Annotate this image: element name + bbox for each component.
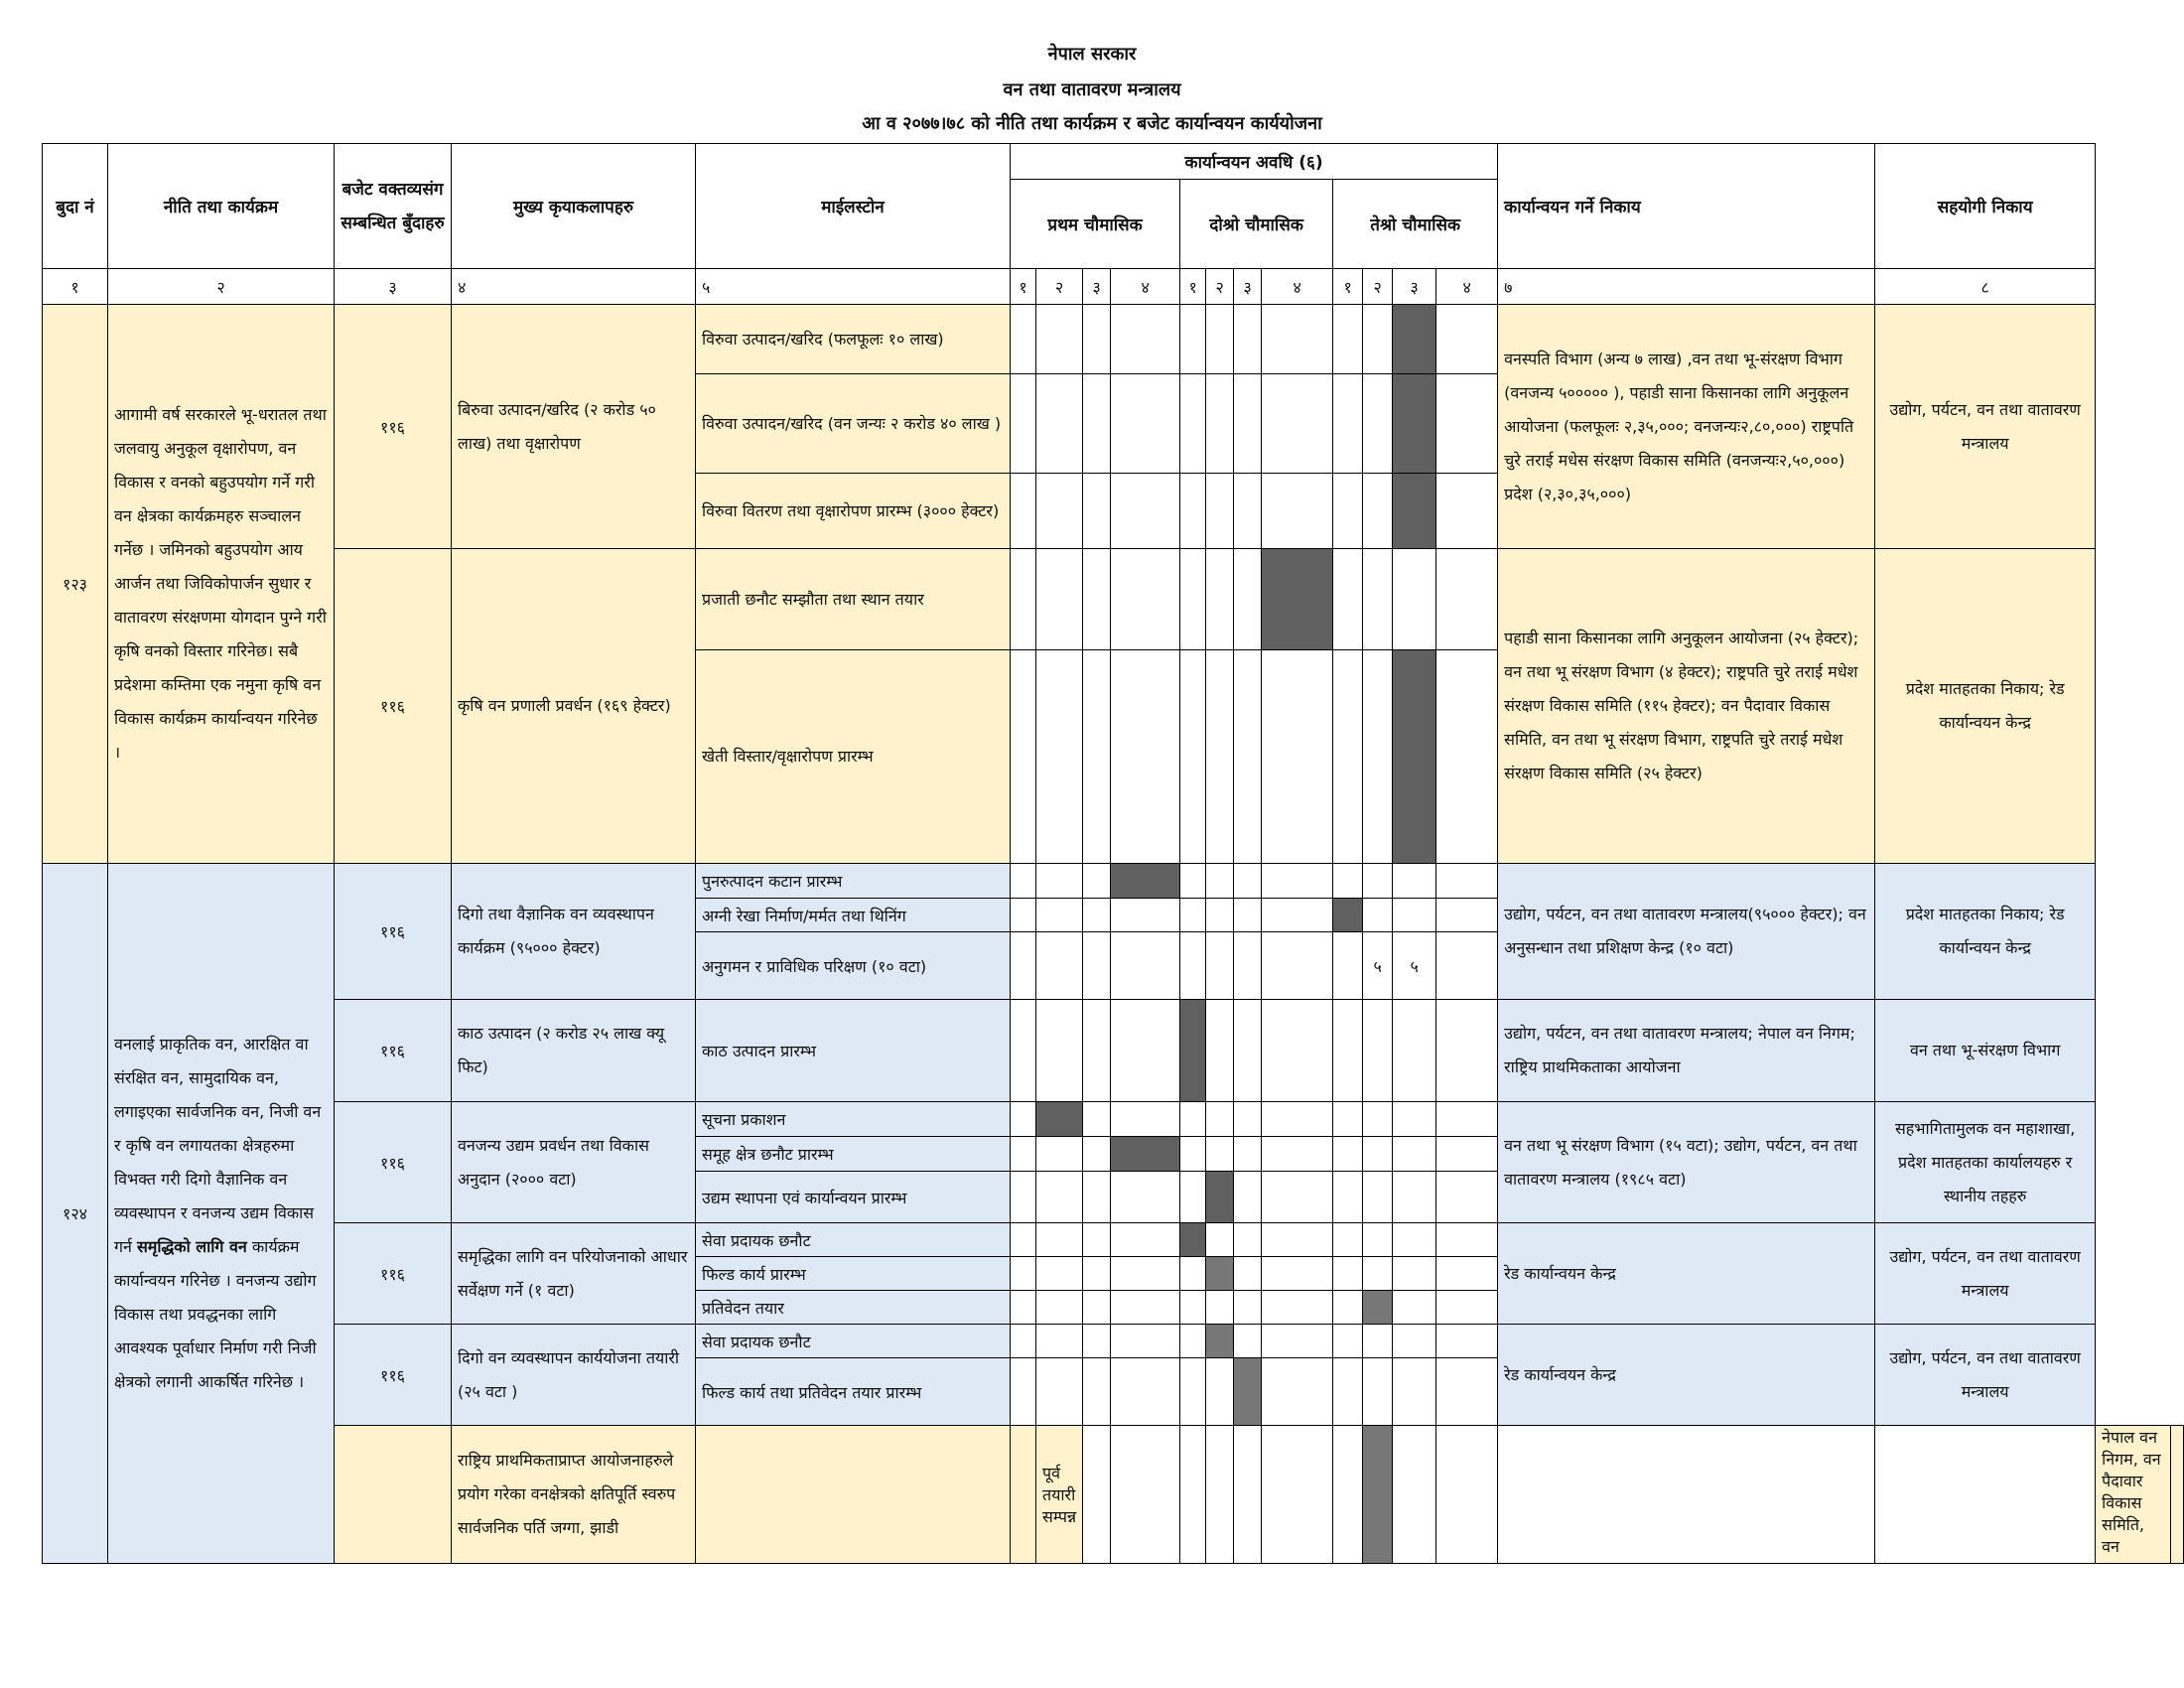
- budget-point: ११६: [335, 305, 452, 549]
- activity-text: दिगो वन व्यवस्थापन कार्ययोजना तयारी (२५ वटा ): [452, 1325, 696, 1426]
- col-header-supporting: सहयोगी निकाय: [1875, 144, 2096, 269]
- implementing-agency: उद्योग, पर्यटन, वन तथा वातावरण मन्त्रालय; नेपाल वन निगम; राष्ट्रिय प्राथमिकताका आयोजना: [1498, 1000, 1875, 1102]
- policy-text: राष्ट्रिय प्राथमिकताप्राप्त आयोजनाहरुले प्रयोग गरेका वनक्षेत्रको क्षतिपूर्ति स्वरुप सार्वजनिक पर्ति जग्गा, झाडी: [452, 1426, 696, 1564]
- budha-number: १२४: [43, 864, 108, 1564]
- budha-number: १२३: [43, 305, 108, 864]
- milestone-text: फिल्ड कार्य तथा प्रतिवेदन तयार प्रारम्भ: [696, 1358, 1011, 1426]
- milestone-text: सूचना प्रकाशन: [696, 1102, 1011, 1137]
- implementing-agency: उद्योग, पर्यटन, वन तथा वातावरण मन्त्रालय(९५००० हेक्टर); वन अनुसन्धान तथा प्रशिक्षण केन्द्र (१० वटा): [1498, 864, 1875, 1000]
- milestone-text: अग्नी रेखा निर्माण/मर्मत तथा थिनिंग: [696, 899, 1011, 932]
- schedule-filled-cell: [1180, 1223, 1206, 1257]
- milestone-text: विरुवा उत्पादन/खरिद (वन जन्यः २ करोड ४० लाख ): [696, 374, 1011, 474]
- col-number: ३: [1083, 269, 1111, 305]
- schedule-filled-cell: [1393, 305, 1436, 374]
- schedule-filled-cell: [1234, 1358, 1262, 1426]
- schedule-filled-cell: [1333, 899, 1363, 932]
- col-number: ५: [696, 269, 1011, 305]
- budget-point: ११६: [335, 549, 452, 864]
- supporting-agency: वन तथा भू-संरक्षण विभाग: [1875, 1000, 2096, 1102]
- col-header-policy: नीति तथा कार्यक्रम: [108, 144, 335, 269]
- col-number: ३: [1234, 269, 1262, 305]
- milestone-text: सेवा प्रदायक छनौट: [696, 1223, 1011, 1257]
- implementing-agency: रेड कार्यान्वयन केन्द्र: [1498, 1325, 1875, 1426]
- table-row: [43, 549, 2184, 650]
- col-number: ४: [1111, 269, 1180, 305]
- schedule-filled-cell: [1206, 1325, 1234, 1358]
- col-number: २: [1363, 269, 1393, 305]
- schedule-filled-cell: [1393, 374, 1436, 474]
- col-header-implementing: कार्यान्वयन गर्ने निकाय: [1498, 144, 1875, 269]
- milestone-text: प्रतिवेदन तयार: [696, 1291, 1011, 1325]
- milestone-text: समूह क्षेत्र छनौट प्रारम्भ: [696, 1137, 1011, 1172]
- supporting-agency: प्रदेश मातहतका निकाय; रेड कार्यान्वयन केन्द्र: [1875, 549, 2096, 864]
- col-number: १: [1180, 269, 1206, 305]
- schedule-filled-cell: [1393, 474, 1436, 549]
- budget-point: ११६: [335, 1000, 452, 1102]
- implementing-agency: रेड कार्यान्वयन केन्द्र: [1498, 1223, 1875, 1325]
- schedule-filled-cell: [1111, 1137, 1180, 1172]
- col-number: १: [43, 269, 108, 305]
- col-header-q3: तेश्रो चौमासिक: [1333, 180, 1498, 269]
- col-number: ४: [1436, 269, 1498, 305]
- budget-point: ११६: [335, 1102, 452, 1223]
- activity-text: समृद्धिका लागि वन परियोजनाको आधार सर्वेक्षण गर्ने (१ वटा): [452, 1223, 696, 1325]
- activity-text: दिगो तथा वैज्ञानिक वन व्यवस्थापन कार्यक्रम (९५००० हेक्टर): [452, 864, 696, 1000]
- schedule-filled-cell: [1111, 864, 1180, 899]
- col-number: २: [1206, 269, 1234, 305]
- budget-point: ११६: [335, 1325, 452, 1426]
- table-row: [43, 1000, 2184, 1102]
- implementing-agency: वनस्पति विभाग (अन्य ७ लाख) ,वन तथा भू-संरक्षण विभाग (वनजन्य ५००००० ), पहाडी साना किसानका लागि अनुकूलन आयोजना (फलफूलः २,३५,०००; वनजन्यः२,८०,०००) राष्ट्रपति चुरे तराई मधेस संरक्षण विकास समिति (वनजन्यः२,५०,०००) प्रदेश (२,३०,३५,०००): [1498, 305, 1875, 549]
- action-plan-table: [42, 143, 2184, 1564]
- milestone-text: अनुगमन र प्राविधिक परिक्षण (१० वटा): [696, 932, 1011, 1000]
- supporting-agency: उद्योग, पर्यटन, वन तथा वातावरण मन्त्रालय: [1875, 1325, 2096, 1426]
- table-row: [43, 1325, 2184, 1358]
- col-header-q1: प्रथम चौमासिक: [1011, 180, 1180, 269]
- col-number: ३: [335, 269, 452, 305]
- schedule-filled-cell: [1262, 549, 1333, 650]
- policy-text: आगामी वर्ष सरकारले भू-धरातल तथा जलवायु अनुकूल वृक्षारोपण, वन विकास र वनको बहुउपयोग गर्ने गरी वन क्षेत्रका कार्यक्रमहरु सञ्चालन गर्नेछ । जमिनको बहुउपयोग आय आर्जन तथा जिविकोपार्जन सुधार र वातावरण संरक्षणमा योगदान पुग्ने गरी कृषि वनको विस्तार गरिनेछ। सबै प्रदेशमा कम्तिमा एक नमुना कृषि वन विकास कार्यक्रम कार्यान्वयन गरिनेछ ।: [108, 305, 335, 864]
- milestone-text: उद्यम स्थापना एवं कार्यान्वयन प्रारम्भ: [696, 1172, 1011, 1223]
- schedule-value: ५: [1363, 932, 1393, 1000]
- col-number: ८: [1875, 269, 2096, 305]
- supporting-agency: सहभागितामुलक वन महाशाखा, प्रदेश मातहतका कार्यालयहरु र स्थानीय तहहरु: [1875, 1102, 2096, 1223]
- ministry-title: वन तथा वातावरण मन्त्रालय: [1003, 79, 1181, 100]
- col-number: २: [108, 269, 335, 305]
- col-number: ३: [1393, 269, 1436, 305]
- schedule-filled-cell: [1363, 1426, 1393, 1564]
- milestone-text: काठ उत्पादन प्रारम्भ: [696, 1000, 1011, 1102]
- budget-point: ११६: [335, 1223, 452, 1325]
- col-header-budha: बुदा नं: [43, 144, 108, 269]
- milestone-text: खेती विस्तार/वृक्षारोपण प्रारम्भ: [696, 650, 1011, 864]
- milestone-text: फिल्ड कार्य प्रारम्भ: [696, 1257, 1011, 1291]
- schedule-filled-cell: [1206, 1172, 1234, 1223]
- org-title: नेपाल सरकार: [1047, 44, 1137, 65]
- col-number: १: [1011, 269, 1036, 305]
- col-number: ४: [452, 269, 696, 305]
- milestone-text: विरुवा वितरण तथा वृक्षारोपण प्रारम्भ (३००० हेक्टर): [696, 474, 1011, 549]
- policy-text: वनलाई प्राकृतिक वन, आरक्षित वा संरक्षित वन, सामुदायिक वन, लगाइएका सार्वजनिक वन, निजी वन र कृषि वन लगायतका क्षेत्रहरुमा विभक्त गरी दिगो वैज्ञानिक वन व्यवस्थापन र वनजन्य उद्यम विकास गर्न समृद्धिको लागि वन कार्यक्रम कार्यान्वयन गरिनेछ । वनजन्य उद्योग विकास तथा प्रवद्धनका लागि आवश्यक पूर्वाधार निर्माण गरी निजी क्षेत्रको लगानी आकर्षित गरिनेछ ।: [108, 864, 335, 1564]
- col-number: २: [1036, 269, 1083, 305]
- schedule-filled-cell: [1206, 1257, 1234, 1291]
- table-row: [43, 1223, 2184, 1257]
- milestone-text: पुनरुत्पादन कटान प्रारम्भ: [696, 864, 1011, 899]
- col-header-period: कार्यान्वयन अवधि (६): [1011, 144, 1498, 180]
- table-row: [43, 864, 2184, 899]
- milestone-text: विरुवा उत्पादन/खरिद (फलफूलः १० लाख): [696, 305, 1011, 374]
- implementing-agency: नेपाल वन निगम, वन पैदावार विकास समिति, वन: [2096, 1426, 2171, 1564]
- schedule-filled-cell: [1393, 650, 1436, 864]
- schedule-filled-cell: [1036, 1102, 1083, 1137]
- col-header-budget: बजेट वक्तव्यसंग सम्बन्धित बुँदाहरु: [335, 144, 452, 269]
- supporting-agency: उद्योग, पर्यटन, वन तथा वातावरण मन्त्रालय: [1875, 305, 2096, 549]
- milestone-text: सेवा प्रदायक छनौट: [696, 1325, 1011, 1358]
- activity-text: वनजन्य उद्यम प्रवर्धन तथा विकास अनुदान (२००० वटा): [452, 1102, 696, 1223]
- col-header-activities: मुख्य कृयाकलापहरु: [452, 144, 696, 269]
- implementing-agency: पहाडी साना किसानका लागि अनुकूलन आयोजना (२५ हेक्टर); वन तथा भू संरक्षण विभाग (४ हेक्टर); राष्ट्रपति चुरे तराई मधेश संरक्षण विकास समिति (११५ हेक्टर); वन पैदावार विकास समिति, वन तथा भू संरक्षण विभाग, राष्ट्रपति चुरे तराई मधेश संरक्षण विकास समिति (२५ हेक्टर): [1498, 549, 1875, 864]
- table-row: [43, 1426, 2184, 1564]
- supporting-agency: उद्योग, पर्यटन, वन तथा वातावरण मन्त्रालय: [1875, 1223, 2096, 1325]
- milestone-text: प्रजाती छनौट सम्झौता तथा स्थान तयार: [696, 549, 1011, 650]
- col-number: १: [1333, 269, 1363, 305]
- table-row: [43, 305, 2184, 374]
- schedule-filled-cell: [1363, 1291, 1393, 1325]
- col-header-milestone: माईलस्टोन: [696, 144, 1011, 269]
- milestone-text: पूर्व तयारी सम्पन्न: [1036, 1426, 1083, 1564]
- activity-text: कृषि वन प्रणाली प्रवर्धन (१६९ हेक्टर): [452, 549, 696, 864]
- activity-text: बिरुवा उत्पादन/खरिद (२ करोड ५० लाख) तथा वृक्षारोपण: [452, 305, 696, 549]
- schedule-value: ५: [1393, 932, 1436, 1000]
- plan-title: आ व २०७७।७८ को नीति तथा कार्यक्रम र बजेट कार्यान्वयन कार्ययोजना: [862, 113, 1322, 134]
- col-header-q2: दोश्रो चौमासिक: [1180, 180, 1333, 269]
- implementing-agency: वन तथा भू संरक्षण विभाग (१५ वटा); उद्योग, पर्यटन, वन तथा वातावरण मन्त्रालय (१९८५ वटा): [1498, 1102, 1875, 1223]
- budget-point: ११६: [335, 864, 452, 1000]
- supporting-agency: प्रदेश मातहतका निकाय; रेड कार्यान्वयन केन्द्र: [1875, 864, 2096, 1000]
- schedule-filled-cell: [1180, 1000, 1206, 1102]
- table-row: [43, 1102, 2184, 1137]
- activity-text: काठ उत्पादन (२ करोड २५ लाख क्यू फिट): [452, 1000, 696, 1102]
- col-number: ७: [1498, 269, 1875, 305]
- col-number: ४: [1262, 269, 1333, 305]
